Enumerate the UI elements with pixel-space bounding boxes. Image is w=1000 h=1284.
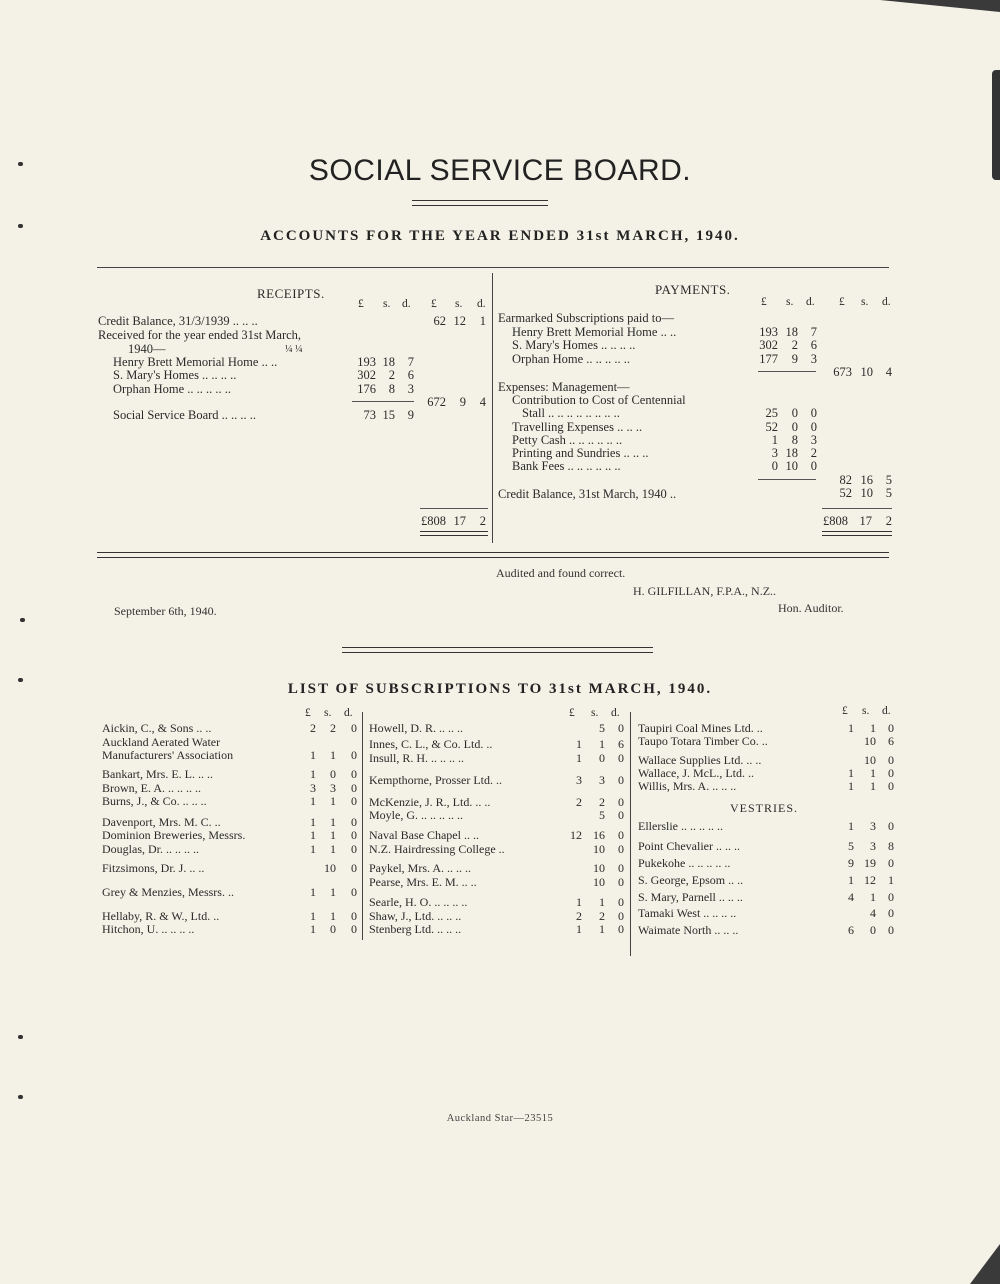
page-subtitle: ACCOUNTS FOR THE YEAR ENDED 31st MARCH, 1940. bbox=[260, 228, 740, 244]
subtotal-rule bbox=[352, 401, 414, 402]
amount-pence: 5 bbox=[885, 486, 892, 500]
amount-pence: 7 bbox=[810, 325, 817, 339]
amount-shillings: 3 bbox=[599, 773, 605, 787]
shilling-header: s. bbox=[383, 298, 391, 310]
amount-shillings: 1 bbox=[870, 766, 876, 780]
subscriber-name: Paykel, Mrs. A. .. .. .. bbox=[369, 861, 471, 875]
amount-pounds: 176 bbox=[357, 382, 376, 396]
amount-shillings: 5 bbox=[599, 808, 605, 822]
amount-pounds: 1 bbox=[310, 909, 316, 923]
subscriber-name: Fitzsimons, Dr. J. .. .. bbox=[102, 861, 205, 875]
subtotal-shillings: 9 bbox=[459, 395, 466, 409]
pound-header: £ bbox=[839, 296, 845, 308]
amount-pence: 0 bbox=[618, 895, 624, 909]
shilling-header: s. bbox=[455, 298, 463, 310]
subscriber-name: Brown, E. A. .. .. .. .. bbox=[102, 781, 201, 795]
amount-pounds: 302 bbox=[759, 338, 778, 352]
amount-pence: 0 bbox=[810, 406, 817, 420]
subscriber-name: Auckland Aerated Water bbox=[102, 735, 221, 749]
amount-pounds: 302 bbox=[357, 368, 376, 382]
amount-pounds: 1 bbox=[310, 815, 316, 829]
amount-pounds: 1 bbox=[848, 779, 854, 793]
subscriber-name: Willis, Mrs. A. .. .. .. bbox=[638, 779, 737, 793]
amount-pounds: 177 bbox=[759, 352, 778, 366]
page-corner bbox=[970, 1244, 1000, 1284]
amount-pounds: 2 bbox=[310, 721, 316, 735]
amount-shillings: 2 bbox=[791, 338, 798, 352]
amount-shillings: 1 bbox=[599, 895, 605, 909]
amount-pounds: 1 bbox=[848, 819, 854, 833]
subscriber-name: Naval Base Chapel .. .. bbox=[369, 828, 479, 842]
auditor-name: H. GILFILLAN, F.P.A., N.Z.. bbox=[633, 584, 777, 598]
amount-pence: 1 bbox=[479, 314, 486, 328]
amount-pounds: 6 bbox=[848, 923, 854, 937]
amount-shillings: 8 bbox=[791, 433, 798, 447]
total-double-rule bbox=[822, 531, 892, 536]
total-rule bbox=[420, 508, 488, 509]
amount-shillings: 0 bbox=[330, 922, 336, 936]
subtotal-shillings: 16 bbox=[860, 473, 873, 487]
amount-pence: 0 bbox=[618, 721, 624, 735]
subscriber-name: S. George, Epsom .. .. bbox=[638, 873, 744, 887]
amount-shillings: 1 bbox=[330, 748, 336, 762]
subscriber-name: N.Z. Hairdressing College .. bbox=[369, 842, 505, 856]
subscriber-name: Grey & Menzies, Messrs. .. bbox=[102, 885, 234, 899]
total-pounds: £808 bbox=[421, 514, 446, 528]
pence-header: d. bbox=[806, 296, 815, 308]
subscriber-name: Shaw, J., Ltd. .. .. .. bbox=[369, 909, 462, 923]
amount-shillings: 0 bbox=[791, 406, 798, 420]
amount-pence: 7 bbox=[407, 355, 414, 369]
amount-pounds: 2 bbox=[576, 909, 582, 923]
amount-pence: 2 bbox=[810, 446, 817, 460]
amount-pence: 0 bbox=[618, 828, 624, 842]
accounts-bottom-rule bbox=[97, 552, 889, 558]
amount-pounds: 1 bbox=[576, 737, 582, 751]
amount-pounds: 1 bbox=[310, 922, 316, 936]
binding-hole bbox=[18, 1035, 23, 1039]
payment-item-label: S. Mary's Homes .. .. .. .. bbox=[512, 338, 636, 352]
amount-pence: 0 bbox=[888, 856, 894, 870]
amount-pence: 0 bbox=[618, 909, 624, 923]
amount-shillings: 10 bbox=[324, 861, 336, 875]
amount-shillings: 10 bbox=[785, 459, 798, 473]
amount-pounds: 0 bbox=[771, 459, 778, 473]
subscriber-name: Davenport, Mrs. M. C. .. bbox=[102, 815, 221, 829]
amount-shillings: 1 bbox=[599, 922, 605, 936]
auditor-role: Hon. Auditor. bbox=[778, 601, 844, 615]
subtotal-pence: 4 bbox=[885, 365, 892, 379]
amount-shillings: 9 bbox=[791, 352, 798, 366]
amount-pence: 0 bbox=[888, 890, 894, 904]
amount-shillings: 10 bbox=[593, 861, 605, 875]
subscriber-name: Innes, C. L., & Co. Ltd. .. bbox=[369, 737, 493, 751]
amount-pounds: 25 bbox=[765, 406, 778, 420]
amount-shillings: 0 bbox=[599, 751, 605, 765]
amount-shillings: 1 bbox=[330, 842, 336, 856]
pence-header: d. bbox=[882, 296, 891, 308]
column-divider bbox=[630, 712, 631, 956]
pound-header: £ bbox=[569, 707, 575, 719]
subscriber-name: Dominion Breweries, Messrs. bbox=[102, 828, 246, 842]
amount-shillings: 1 bbox=[870, 890, 876, 904]
subscriber-name: Kempthorne, Prosser Ltd. .. bbox=[369, 773, 502, 787]
amount-shillings: 19 bbox=[864, 856, 876, 870]
amount-pence: 0 bbox=[888, 819, 894, 833]
amount-pounds: 1 bbox=[576, 895, 582, 909]
amount-pounds: 3 bbox=[576, 773, 582, 787]
amount-pence: 0 bbox=[888, 753, 894, 767]
subscriber-name: McKenzie, J. R., Ltd. .. .. bbox=[369, 795, 491, 809]
amount-pence: 0 bbox=[618, 795, 624, 809]
amount-shillings: 10 bbox=[864, 753, 876, 767]
binding-hole bbox=[18, 1095, 23, 1099]
amount-shillings: 5 bbox=[599, 721, 605, 735]
total-pence: 2 bbox=[885, 514, 892, 528]
subtotal-pounds: 672 bbox=[427, 395, 446, 409]
audit-statement: Audited and found correct. bbox=[496, 566, 626, 580]
amount-pence: 3 bbox=[810, 352, 817, 366]
shilling-header: s. bbox=[324, 707, 332, 719]
amount-shillings: 10 bbox=[593, 842, 605, 856]
payment-item-label: Henry Brett Memorial Home .. .. bbox=[512, 325, 677, 339]
accounts-top-rule bbox=[97, 267, 889, 268]
amount-pounds: 1 bbox=[576, 751, 582, 765]
amount-pence: 0 bbox=[351, 815, 357, 829]
expense-item-label: Stall .. .. .. .. .. .. .. .. bbox=[522, 406, 620, 420]
amount-pence: 0 bbox=[810, 420, 817, 434]
received-marks: ¼ ¼ bbox=[285, 344, 303, 355]
amount-pounds: 73 bbox=[363, 408, 376, 422]
pence-header: d. bbox=[611, 707, 620, 719]
expense-item-label: Petty Cash .. .. .. .. .. .. bbox=[512, 433, 623, 447]
contribution-label: Contribution to Cost of Centennial bbox=[512, 393, 686, 407]
amount-pounds: 1 bbox=[576, 922, 582, 936]
amount-pounds: 193 bbox=[357, 355, 376, 369]
amount-pence: 0 bbox=[618, 922, 624, 936]
amount-pounds: 9 bbox=[848, 856, 854, 870]
amount-pounds: 1 bbox=[848, 721, 854, 735]
amount-pence: 6 bbox=[810, 338, 817, 352]
amount-pence: 0 bbox=[618, 751, 624, 765]
receipts-heading: RECEIPTS. bbox=[257, 286, 325, 301]
subscriber-name: Howell, D. R. .. .. .. bbox=[369, 721, 463, 735]
received-label: Received for the year ended 31st March, bbox=[98, 328, 302, 342]
amount-shillings: 18 bbox=[785, 325, 798, 339]
amount-shillings: 1 bbox=[870, 779, 876, 793]
amount-shillings: 0 bbox=[791, 420, 798, 434]
amount-pence: 8 bbox=[888, 839, 894, 853]
amount-shillings: 1 bbox=[330, 885, 336, 899]
pence-header: d. bbox=[882, 705, 891, 717]
amount-pence: 0 bbox=[351, 842, 357, 856]
subscriber-name: Wallace Supplies Ltd. .. .. bbox=[638, 753, 762, 767]
total-rule bbox=[822, 508, 892, 509]
earmarked-label: Earmarked Subscriptions paid to— bbox=[498, 311, 675, 325]
subscriber-name: Tamaki West .. .. .. .. bbox=[638, 906, 737, 920]
subscriber-name: Douglas, Dr. .. .. .. .. bbox=[102, 842, 199, 856]
amount-pounds: 62 bbox=[433, 314, 446, 328]
binding-hole bbox=[20, 618, 25, 622]
amount-pence: 0 bbox=[888, 721, 894, 735]
amount-shillings: 1 bbox=[599, 737, 605, 751]
pound-header: £ bbox=[305, 707, 311, 719]
amount-pounds: 193 bbox=[759, 325, 778, 339]
amount-pence: 0 bbox=[618, 875, 624, 889]
subtotal-pounds: 82 bbox=[839, 473, 852, 487]
amount-pence: 0 bbox=[618, 842, 624, 856]
amount-shillings: 1 bbox=[330, 909, 336, 923]
amount-shillings: 1 bbox=[330, 794, 336, 808]
subscriber-name: Insull, R. H. .. .. .. .. bbox=[369, 751, 465, 765]
amount-pence: 1 bbox=[888, 873, 894, 887]
amount-pounds: 2 bbox=[576, 795, 582, 809]
total-pence: 2 bbox=[479, 514, 486, 528]
amount-shillings: 10 bbox=[860, 486, 873, 500]
amount-pence: 0 bbox=[351, 748, 357, 762]
amount-pence: 3 bbox=[407, 382, 414, 396]
amount-pounds: 1 bbox=[848, 873, 854, 887]
amount-pounds: 52 bbox=[839, 486, 852, 500]
subscriber-name: Wallace, J. McL., Ltd. .. bbox=[638, 766, 754, 780]
subscriber-name: S. Mary, Parnell .. .. .. bbox=[638, 890, 743, 904]
subscriber-name: Burns, J., & Co. .. .. .. bbox=[102, 794, 207, 808]
column-divider bbox=[362, 712, 363, 940]
vestries-heading: VESTRIES. bbox=[730, 801, 799, 815]
amount-pounds: 1 bbox=[310, 828, 316, 842]
amount-shillings: 10 bbox=[864, 734, 876, 748]
total-double-rule bbox=[420, 531, 488, 536]
subscriber-name: Searle, H. O. .. .. .. .. bbox=[369, 895, 468, 909]
shilling-header: s. bbox=[591, 707, 599, 719]
expenses-label: Expenses: Management— bbox=[498, 380, 630, 394]
subscriber-name: Waimate North .. .. .. bbox=[638, 923, 739, 937]
shilling-header: s. bbox=[861, 296, 869, 308]
amount-shillings: 16 bbox=[593, 828, 605, 842]
receipt-item-label: S. Mary's Homes .. .. .. .. bbox=[113, 368, 237, 382]
amount-pence: 6 bbox=[888, 734, 894, 748]
subscriber-name: Moyle, G. .. .. .. .. .. bbox=[369, 808, 463, 822]
amount-pence: 0 bbox=[618, 861, 624, 875]
page-title: SOCIAL SERVICE BOARD. bbox=[308, 154, 692, 187]
subscriber-name: Hellaby, R. & W., Ltd. .. bbox=[102, 909, 220, 923]
pound-header: £ bbox=[842, 705, 848, 717]
amount-shillings: 4 bbox=[870, 906, 876, 920]
amount-shillings: 12 bbox=[453, 314, 466, 328]
amount-pence: 6 bbox=[618, 737, 624, 751]
subtotal-pounds: 673 bbox=[833, 365, 852, 379]
subtotal-pence: 4 bbox=[479, 395, 486, 409]
page-corner bbox=[880, 0, 1000, 12]
amount-pence: 0 bbox=[888, 779, 894, 793]
pence-header: d. bbox=[402, 298, 411, 310]
shilling-header: s. bbox=[862, 705, 870, 717]
amount-pence: 0 bbox=[810, 459, 817, 473]
subscriber-name: Aickin, C., & Sons .. .. bbox=[102, 721, 212, 735]
received-year: 1940— bbox=[128, 342, 166, 356]
subscriber-name: Stenberg Ltd. .. .. .. bbox=[369, 922, 462, 936]
amount-shillings: 18 bbox=[382, 355, 395, 369]
amount-pounds: 1 bbox=[310, 767, 316, 781]
subscriber-name: Bankart, Mrs. E. L. .. .. bbox=[102, 767, 213, 781]
pound-header: £ bbox=[761, 296, 767, 308]
credit-balance-label: Credit Balance, 31/3/1939 .. .. .. bbox=[98, 314, 258, 328]
amount-pence: 0 bbox=[888, 906, 894, 920]
amount-shillings: 0 bbox=[870, 923, 876, 937]
subtotal-pence: 5 bbox=[885, 473, 892, 487]
amount-pence: 0 bbox=[618, 773, 624, 787]
amount-pence: 0 bbox=[351, 781, 357, 795]
total-pounds: £808 bbox=[823, 514, 848, 528]
amount-shillings: 10 bbox=[593, 875, 605, 889]
amount-shillings: 1 bbox=[870, 721, 876, 735]
amount-shillings: 3 bbox=[870, 839, 876, 853]
amount-pounds: 1 bbox=[310, 885, 316, 899]
amount-shillings: 18 bbox=[785, 446, 798, 460]
receipt-item-label: Henry Brett Memorial Home .. .. bbox=[113, 355, 278, 369]
total-shillings: 17 bbox=[453, 514, 466, 528]
pound-header: £ bbox=[358, 298, 364, 310]
amount-shillings: 12 bbox=[864, 873, 876, 887]
amount-pounds: 3 bbox=[771, 446, 778, 460]
total-shillings: 17 bbox=[859, 514, 872, 528]
amount-pounds: 1 bbox=[848, 766, 854, 780]
amount-shillings: 2 bbox=[599, 909, 605, 923]
amount-pounds: 1 bbox=[310, 794, 316, 808]
amount-pounds: 4 bbox=[848, 890, 854, 904]
amount-pence: 0 bbox=[351, 909, 357, 923]
amount-pence: 0 bbox=[888, 923, 894, 937]
expense-item-label: Bank Fees .. .. .. .. .. .. bbox=[512, 459, 621, 473]
subscriber-name: Pukekohe .. .. .. .. .. bbox=[638, 856, 731, 870]
subscriber-name: Pearse, Mrs. E. M. .. .. bbox=[369, 875, 477, 889]
section-rule bbox=[342, 647, 653, 653]
amount-pence: 0 bbox=[351, 828, 357, 842]
subscriber-name: Taupiri Coal Mines Ltd. .. bbox=[638, 721, 763, 735]
pence-header: d. bbox=[477, 298, 486, 310]
amount-shillings: 15 bbox=[382, 408, 395, 422]
shilling-header: s. bbox=[786, 296, 794, 308]
amount-pence: 9 bbox=[407, 408, 414, 422]
audit-date: September 6th, 1940. bbox=[114, 604, 217, 618]
amount-pence: 6 bbox=[407, 368, 414, 382]
subscriber-name: Hitchon, U. .. .. .. .. bbox=[102, 922, 195, 936]
amount-pence: 0 bbox=[351, 861, 357, 875]
subtotal-shillings: 10 bbox=[860, 365, 873, 379]
payment-item-label: Orphan Home .. .. .. .. .. bbox=[512, 352, 631, 366]
amount-pounds: 5 bbox=[848, 839, 854, 853]
amount-pence: 3 bbox=[810, 433, 817, 447]
amount-pence: 0 bbox=[351, 922, 357, 936]
social-service-board-label: Social Service Board .. .. .. .. bbox=[113, 408, 257, 422]
subscriber-name: Ellerslie .. .. .. .. .. bbox=[638, 819, 723, 833]
amount-pounds: 52 bbox=[765, 420, 778, 434]
expense-item-label: Printing and Sundries .. .. .. bbox=[512, 446, 649, 460]
printer-imprint: Auckland Star—23515 bbox=[446, 1113, 554, 1124]
subtotal-rule bbox=[758, 371, 816, 372]
amount-shillings: 8 bbox=[388, 382, 395, 396]
pound-header: £ bbox=[431, 298, 437, 310]
subscriptions-heading: LIST OF SUBSCRIPTIONS TO 31st MARCH, 1940. bbox=[287, 681, 713, 697]
amount-shillings: 1 bbox=[330, 828, 336, 842]
amount-pence: 0 bbox=[351, 794, 357, 808]
amount-shillings: 3 bbox=[330, 781, 336, 795]
subtotal-rule bbox=[758, 479, 816, 480]
amount-pence: 0 bbox=[351, 721, 357, 735]
amount-shillings: 1 bbox=[330, 815, 336, 829]
amount-shillings: 2 bbox=[330, 721, 336, 735]
payments-heading: PAYMENTS. bbox=[655, 282, 731, 297]
title-rule bbox=[412, 200, 548, 206]
closing-credit-balance-label: Credit Balance, 31st March, 1940 .. bbox=[498, 487, 677, 501]
amount-pounds: 1 bbox=[771, 433, 778, 447]
receipt-item-label: Orphan Home .. .. .. .. .. bbox=[113, 382, 232, 396]
expense-item-label: Travelling Expenses .. .. .. bbox=[512, 420, 643, 434]
amount-shillings: 0 bbox=[330, 767, 336, 781]
amount-shillings: 3 bbox=[870, 819, 876, 833]
amount-pounds: 12 bbox=[570, 828, 582, 842]
amount-pence: 0 bbox=[618, 808, 624, 822]
subscriber-name: Point Chevalier .. .. .. bbox=[638, 839, 740, 853]
subscriber-name: Manufacturers' Association bbox=[102, 748, 234, 762]
pence-header: d. bbox=[344, 707, 353, 719]
amount-shillings: 2 bbox=[388, 368, 395, 382]
amount-pounds: 3 bbox=[310, 781, 316, 795]
amount-pounds: 1 bbox=[310, 842, 316, 856]
amount-pence: 0 bbox=[888, 766, 894, 780]
subscriber-name: Taupo Totara Timber Co. .. bbox=[638, 734, 768, 748]
amount-pounds: 1 bbox=[310, 748, 316, 762]
amount-pence: 0 bbox=[351, 885, 357, 899]
accounts-divider bbox=[492, 273, 493, 543]
amount-pence: 0 bbox=[351, 767, 357, 781]
amount-shillings: 2 bbox=[599, 795, 605, 809]
